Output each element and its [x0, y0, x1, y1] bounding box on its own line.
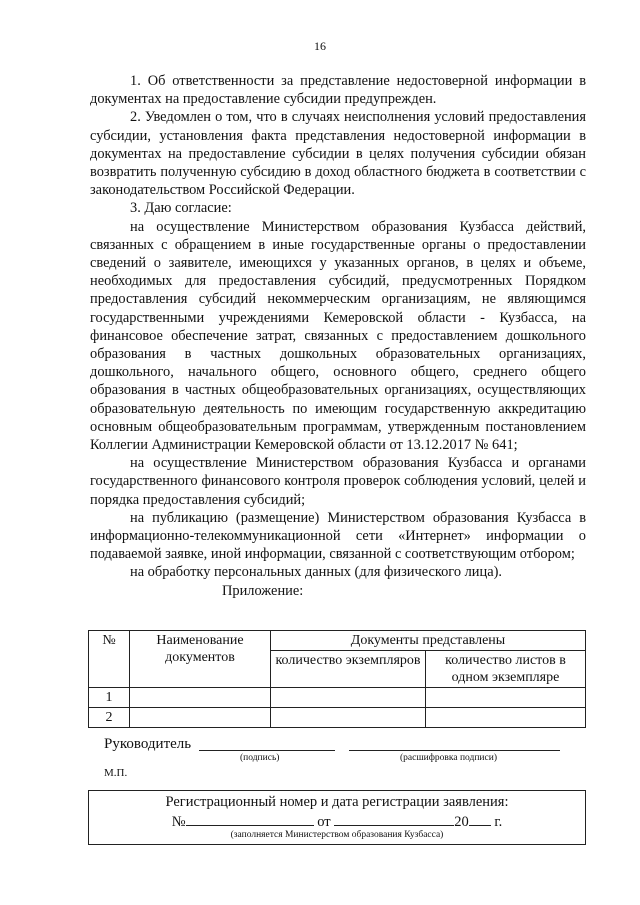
- signature-line[interactable]: [199, 750, 335, 751]
- table-row: [89, 708, 586, 728]
- registration-fields: [89, 812, 585, 831]
- row-name[interactable]: [130, 688, 271, 708]
- registration-number-field[interactable]: [186, 812, 314, 826]
- documents-table: [88, 630, 586, 728]
- paragraph-notification: 2. Уведомлен о том, что в случаях неисполнения условий предоставления субсидии, установления факта представления недостоверной информации в документах на предоставление субсидии в целях получения субсидии обязан возвратить полученную субсидию в доход областного бюджета в соответствии с законодательством Российской Федерации.: [90, 109, 586, 199]
- registration-box: [88, 790, 586, 845]
- header-documents-submitted: Документы представлены: [271, 631, 586, 651]
- row-number: 1: [89, 688, 130, 708]
- page-number: 16: [314, 39, 326, 53]
- document-body: [90, 72, 586, 600]
- row-number: 2: [89, 708, 130, 728]
- row-copies[interactable]: [271, 688, 426, 708]
- head-label: Руководитель: [104, 736, 192, 752]
- registration-date-field[interactable]: [334, 812, 454, 826]
- stamp-place: М.П.: [104, 767, 128, 779]
- signature-caption: (подпись): [240, 753, 280, 763]
- row-name[interactable]: [130, 708, 271, 728]
- row-copies[interactable]: [271, 708, 426, 728]
- registration-number-sign: №: [171, 814, 186, 830]
- registration-year-prefix: 20: [454, 814, 469, 830]
- paragraph-responsibility: 1. Об ответственности за представление недостоверной информации в документах на предоставление субсидии предупрежден.: [90, 73, 586, 108]
- appendix-title: Приложение:: [222, 582, 304, 599]
- row-sheets[interactable]: [426, 688, 586, 708]
- registration-title: Регистрационный номер и дата регистрации заявления:: [165, 794, 509, 810]
- header-document-name: Наименование документов: [130, 631, 271, 688]
- row-sheets[interactable]: [426, 708, 586, 728]
- paragraph-consent-heading: 3. Даю согласие:: [130, 200, 232, 217]
- paragraph-consent-personal-data: на обработку персональных данных (для физического лица).: [130, 564, 502, 581]
- registration-year-suffix: г.: [494, 814, 503, 830]
- registration-note: (заполняется Министерством образования Кузбасса): [230, 830, 444, 840]
- paragraph-consent-publication: на публикацию (размещение) Министерством образования Кузбасса в информационно-телекоммуникационной сети «Интернет» информации о подаваемой заявке, иной информации, связанной с соответствующим отбором;: [90, 509, 586, 563]
- signature-decode-line[interactable]: [349, 750, 560, 751]
- table-header-row: [89, 631, 586, 651]
- header-number: №: [89, 631, 130, 688]
- header-copies: количество экземпляров: [271, 651, 426, 688]
- paragraph-consent-requests: на осуществление Министерством образования Кузбасса действий, связанных с обращением в иные государственные органы о предоставлении сведений о заявителе, имеющихся у указанных органов, в целях и объеме, необходимых для предоставления субсидий, предусмотренных Порядком предоставления субсидий некоммерческим организациям, не являющимся государственными учреждениями Кемеровской области - Кузбасса, на финансовое обеспечение затрат, связанных с предоставлением дошкольного образования в частных дошкольных образовательных организациях, дошкольного, начального общего, основного общего, среднего общего образования в частных общеобразовательных организациях, осуществляющих образовательную деятельность по имеющим государственную аккредитацию основным общеобразовательным программам, утвержденным постановлением Коллегии Администрации Кемеровской области от 13.12.2017 № 641;: [90, 218, 586, 454]
- table-row: [89, 688, 586, 708]
- registration-year-field[interactable]: [469, 812, 491, 826]
- signature-decode-caption: (расшифровка подписи): [400, 753, 497, 763]
- paragraph-consent-inspections: на осуществление Министерством образования Кузбасса и органами государственного финансового контроля проверок соблюдения условий, целей и порядка предоставления субсидий;: [90, 455, 586, 508]
- header-sheets: количество листов в одном экземпляре: [426, 651, 586, 688]
- registration-from-label: от: [317, 814, 331, 830]
